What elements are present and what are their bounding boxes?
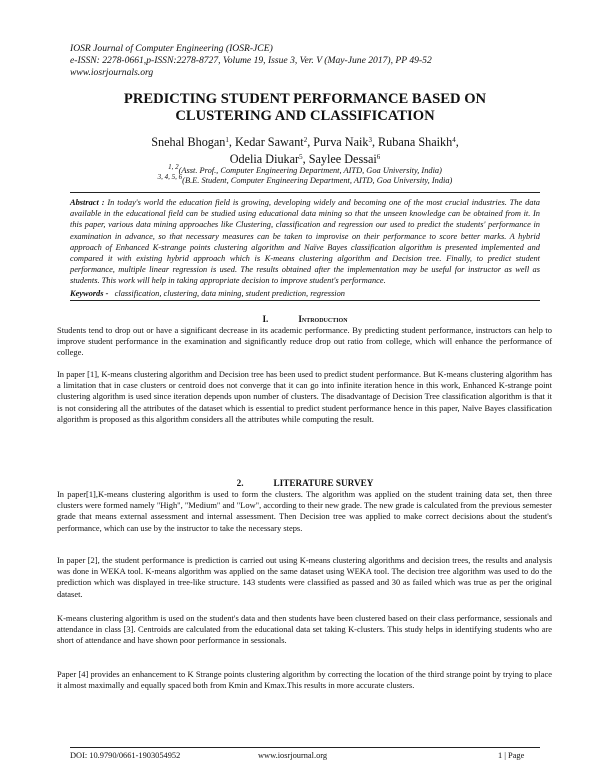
paragraph: Students tend to drop out or have a significant decrease in its academic performance. By predicting student performance, instructors can help to improve student performance in the examination and significantly reduce drop out ratio from college, which will enhance the performance of college. (57, 325, 552, 358)
affiliations (60, 163, 550, 186)
author-line: Odelia Diukar$^5$, Saylee Dessai$^6$ (229, 152, 381, 166)
paper-title-line: PREDICTING STUDENT PERFORMANCE BASED ON (123, 91, 487, 107)
footer-rule (70, 747, 540, 748)
author-sup: 2 (303, 136, 308, 144)
journal-website: www.iosrjournals.org (70, 67, 154, 78)
section-number: I. (262, 314, 269, 324)
author-sup: 3 (368, 136, 372, 144)
author-name: Snehal Bhogan (151, 135, 226, 149)
affiliation-text: (Asst. Prof., Computer Engineering Department, AITD, Goa University, India) (178, 166, 442, 175)
author-line: Snehal Bhogan$^1$, Kedar Sawant$^2$, Purva Naik$^3$, Rubana Shaikh$^4$, (151, 135, 459, 149)
section-title: LITERATURE SURVEY (273, 478, 374, 488)
abstract-text: In today's world the education field is growing, developing widely and becoming one of the most crucial industries. The data available in the educational field can be studied using educational data mining so that the unseen knowledge can be obtained from it. In this paper, various data mining approaches like Clustering, classification and regression our used to predict the students' performance in examination in advance, so that necessary measures can be taken to improvise on their performance to score better marks. A hybrid approach of Enhanced K-strange points clustering algorithm and Naïve Bayes classification algorithm is presented implemented and compared it with existing hybrid approach which is K-means clustering algorithm and Decision tree. Finally, to predict student performance, multiple linear regression is used. The results obtained after the implementation may be useful for instructor as well as students. This work will help in taking appropriate decision to improve student's performance. (70, 198, 540, 286)
author-name: Kedar Sawant (234, 135, 304, 149)
keywords (70, 288, 540, 299)
author-sup: 5 (299, 153, 303, 161)
footer-url[interactable]: www.iosrjournal.org (258, 751, 328, 760)
section-heading-literature-survey (70, 478, 540, 489)
paper-title (60, 91, 550, 125)
abstract-top-rule (70, 192, 540, 193)
affiliation-sup: 1, 2 (168, 163, 179, 171)
author-name: Saylee Dessai (308, 152, 377, 166)
abstract (70, 197, 540, 287)
author-sup: 6 (376, 153, 381, 161)
paragraph: Paper [4] provides an enhancement to K Strange points clustering algorithm by correcting the location of the third strange point by trying to place it almost maximally and equally spaced both from Kmin and Kmax.This results in more accurate clusters. (57, 669, 552, 691)
paper-title-line: CLUSTERING AND CLASSIFICATION (175, 108, 435, 124)
journal-name: IOSR Journal of Computer Engineering (IOSR-JCE) (70, 43, 273, 54)
author-sup: 4 (452, 136, 456, 144)
journal-issn: e-ISSN: 2278-0661,p-ISSN:2278-8727, Volume 19, Issue 3, Ver. V (May-June 2017), PP 49-52 (70, 55, 432, 66)
author-sup: 1 (225, 136, 229, 144)
section-heading-introduction (70, 314, 540, 325)
paragraph: K-means clustering algorithm is used on the student's data and then students have been clustered based on their class performance, sessionals and attendance in class [3]. Centroids are calculated from the educational data set taking K-clusters. This study helps in identifying students who are short of attendance and have shown poor performance in sessionals. (57, 613, 552, 646)
keywords-label: Keywords - (70, 289, 109, 298)
affiliation-line (60, 173, 550, 186)
paragraph: In paper[1],K-means clustering algorithm is used to form the clusters. The algorithm was applied on the student training data set, then three clusters were formed namely "High", "Medium" and "Low", according to their new grade. The new grade is calculated from the previous semester grade that means external assessment and internal assessment. Then Decision tree was applied to make correct decisions about the student's performance, which can use by the instructor to take the necessary steps. (57, 489, 552, 533)
keywords-text: classification, clustering, data mining, student prediction, regression (114, 289, 345, 298)
author-name: Purva Naik (313, 135, 369, 149)
section-number: 2. (236, 478, 244, 488)
affiliation-text: (B.E. Student, Computer Engineering Department, AITD, Goa University, India) (182, 176, 453, 185)
author-name: Rubana Shaikh (378, 135, 453, 149)
author-list (60, 134, 550, 168)
affiliation-sup: 3, 4, 5, 6 (157, 173, 183, 181)
author-name: Odelia Diukar (229, 152, 300, 166)
paragraph: In paper [1], K-means clustering algorithm and Decision tree has been used to predict student performance. But K-means clustering algorithm has a limitation that in case clusters or centroid does not converge that it can go into infinite iteration hence in this work, Enhanced K-strange point clustering algorithm is used since iteration depends upon number of clusters. The disadvantage of Decision Tree classification algorithm is that it is not considering all the attributes of the dataset which is essential to predict student performance hence in this paper, Naïve Bayes classification algorithm is proposed as this algorithm considers all the attributes while computing the result. (57, 369, 552, 424)
abstract-label: Abstract : (70, 198, 105, 207)
abstract-bottom-rule (70, 300, 540, 301)
section-title: Introduction (298, 314, 348, 324)
footer-doi: DOI: 10.9790/0661-1903054952 (70, 751, 181, 760)
paragraph: In paper [2], the student performance is prediction is carried out using K-means clustering algorithms and decision trees, the results and analysis was done in WEKA tool. K-means algorithm was applied on the same dataset using WEKA tool. The decision tree algorithm was used to do the prediction which was displayed in tree-like structure. 143 students were classified as passed and 30 as failed which was true as per the original dataset. (57, 555, 552, 599)
affiliation-line (60, 163, 550, 176)
footer-page-number: 1 | Page (498, 751, 525, 760)
